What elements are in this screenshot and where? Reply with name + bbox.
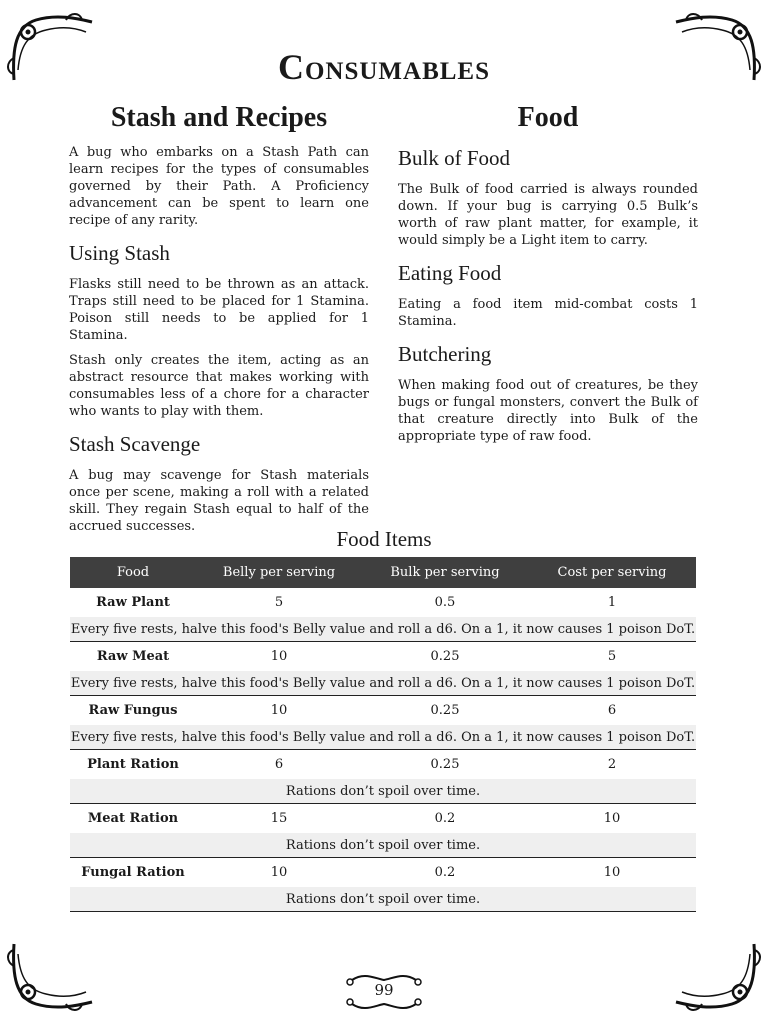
food-note: Rations don’t spoil over time. <box>70 833 696 858</box>
belly-value: 15 <box>270 811 288 826</box>
butchering-paragraph: When making food out of creatures, be they bugs or fungal monsters, convert the Bulk of that creature directly into Bulk of the appropriate type of raw food. <box>398 378 698 444</box>
column-header: Bulk per serving <box>362 557 528 588</box>
food-note: Rations don’t spoil over time. <box>70 887 696 912</box>
table-row <box>70 858 696 888</box>
bulk-value: 0.25 <box>430 649 460 664</box>
stash-title: Stash and Recipes <box>110 102 328 133</box>
cost-value: 10 <box>603 811 621 826</box>
corner-ornament-icon <box>6 936 98 1016</box>
food-name: Fungal Ration <box>81 865 185 880</box>
cost-value: 5 <box>607 649 617 664</box>
food-note: Every five rests, halve this food's Belly value and roll a d6. On a 1, it now causes 1 poison DoT. <box>70 725 696 750</box>
cost-value: 10 <box>603 865 621 880</box>
table-row <box>70 804 696 834</box>
food-note: Every five rests, halve this food's Belly value and roll a d6. On a 1, it now causes 1 poison DoT. <box>70 671 696 696</box>
food-items-table <box>70 557 696 912</box>
food-note: Every five rests, halve this food's Belly value and roll a d6. On a 1, it now causes 1 poison DoT. <box>70 617 696 642</box>
column-header: Food <box>70 557 196 588</box>
table-note-row <box>70 725 696 750</box>
table-row <box>70 588 696 617</box>
bulk-value: 0.2 <box>434 865 456 880</box>
page-number-area <box>334 970 434 1014</box>
food-title: Food <box>517 102 579 133</box>
food-name: Plant Ration <box>87 757 179 772</box>
table-title: Food Items <box>336 527 432 551</box>
using-stash-paragraph: Stash only creates the item, acting as an abstract resource that makes working with consumables less of a chore for a character who wants to play with them. <box>69 353 369 419</box>
table-note-row <box>70 833 696 858</box>
bulk-value: 0.25 <box>430 703 460 718</box>
belly-value: 6 <box>274 757 284 772</box>
food-name: Raw Plant <box>96 595 170 610</box>
belly-value: 10 <box>270 703 288 718</box>
eating-heading: Eating Food <box>398 261 502 285</box>
column-header: Belly per serving <box>196 557 362 588</box>
food-name: Raw Fungus <box>88 703 178 718</box>
cost-value: 1 <box>607 595 617 610</box>
belly-value: 5 <box>274 595 284 610</box>
butchering-heading: Butchering <box>398 342 492 366</box>
bulk-value: 0.2 <box>434 811 456 826</box>
stash-scavenge-paragraph: A bug may scavenge for Stash materials once per scene, making a roll with a related skill. They regain Stash equal to half of the accrued successes. <box>69 468 369 534</box>
table-row <box>70 750 696 780</box>
bulk-paragraph: The Bulk of food carried is always rounded down. If your bug is carrying 0.5 Bulk’s worth of raw plant matter, for example, it would simply be a Light item to carry. <box>398 182 698 248</box>
table-note-row <box>70 671 696 696</box>
bulk-value: 0.5 <box>434 595 456 610</box>
cost-value: 6 <box>607 703 617 718</box>
column-header: Cost per serving <box>528 557 696 588</box>
food-name: Raw Meat <box>96 649 170 664</box>
using-stash-paragraph: Flasks still need to be thrown as an attack. Traps still need to be placed for 1 Stamina. Poison still needs to be applied for 1 Stamina. <box>69 277 369 343</box>
stash-scavenge-heading: Stash Scavenge <box>69 432 201 456</box>
page-number: 99 <box>374 981 394 999</box>
bulk-value: 0.25 <box>430 757 460 772</box>
table-header-row <box>70 557 696 588</box>
using-stash-heading: Using Stash <box>69 241 170 265</box>
corner-ornament-icon <box>670 936 762 1016</box>
table-note-row <box>70 887 696 912</box>
cost-value: 2 <box>607 757 617 772</box>
table-note-row <box>70 617 696 642</box>
belly-value: 10 <box>270 649 288 664</box>
bulk-heading: Bulk of Food <box>398 146 511 170</box>
stash-column <box>69 102 369 543</box>
page-title: Consumables <box>277 47 491 87</box>
eating-paragraph: Eating a food item mid-combat costs 1 Stamina. <box>398 297 698 329</box>
food-column <box>398 102 698 453</box>
stash-intro: A bug who embarks on a Stash Path can learn recipes for the types of consumables governed by their Path. A Proficiency advancement can be spent to learn one recipe of any rarity. <box>69 145 369 228</box>
table-note-row <box>70 779 696 804</box>
table-row <box>70 696 696 726</box>
food-note: Rations don’t spoil over time. <box>70 779 696 804</box>
belly-value: 10 <box>270 865 288 880</box>
table-row <box>70 642 696 672</box>
food-name: Meat Ration <box>87 811 179 826</box>
